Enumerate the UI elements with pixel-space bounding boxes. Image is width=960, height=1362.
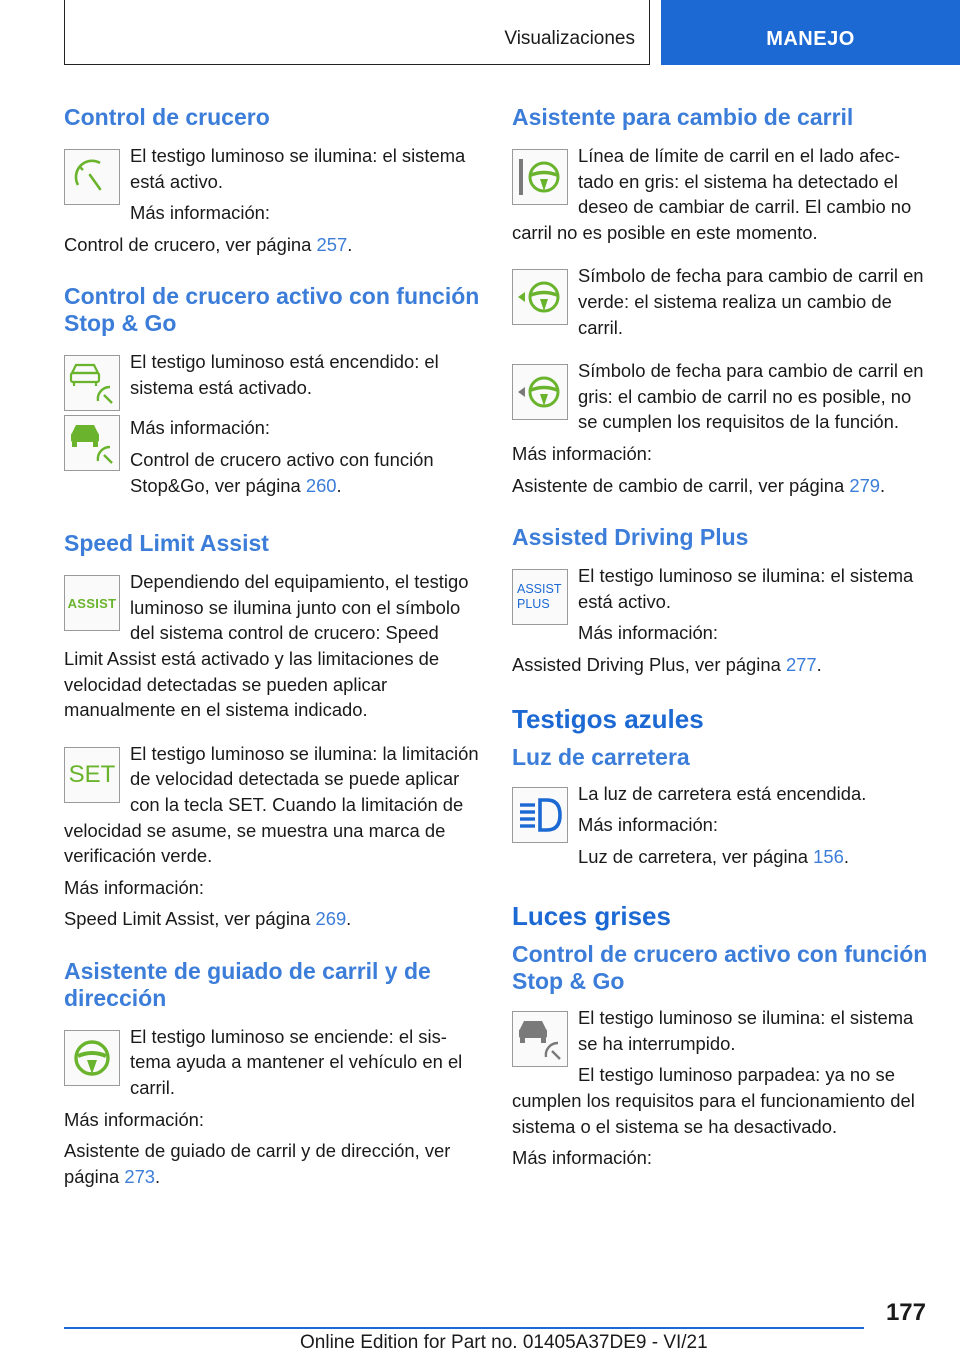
section-title-lane-change-assist: Asistente para cambio de carril	[512, 104, 854, 130]
reference-line: Control de crucero activo con función Stop&Go, ver página 260.	[130, 448, 434, 496]
lane-change-arrow-green-icon	[512, 269, 568, 325]
paragraph: Símbolo de fecha para cambio de carril en gris: el cambio de carril no es posible, no se cumplen los requisitos de la función.	[578, 360, 924, 433]
paragraph: El testigo luminoso se ilumina: el sistema se ha interrumpido.	[578, 1007, 914, 1054]
section-title-blue-indicators: Testigos azules	[512, 703, 704, 734]
paragraph: El testigo luminoso está encendido: el sistema está activado.	[130, 351, 439, 398]
section-title-lane-steering-assist: Asistente de guiado de carril y de dirección	[64, 957, 431, 1011]
page-link[interactable]: 269	[315, 908, 347, 930]
section-title-speed-limit-assist: Speed Limit Assist	[64, 530, 269, 557]
steering-wheel-green-icon	[64, 1030, 120, 1086]
assist-plus-icon	[512, 569, 568, 625]
header-section-title: Visualizaciones	[504, 28, 635, 49]
page-link[interactable]: 273	[124, 1165, 156, 1187]
reference-line: Control de crucero, ver página 257.	[64, 233, 353, 255]
paragraph: El testigo luminoso se enciende: el sistema ayuda a mantener el vehículo en el carril.	[130, 1025, 463, 1099]
cruise-control-gauge-icon	[64, 149, 120, 205]
section-title-gray-lights: Luces grises	[512, 901, 671, 932]
reference-line: Asistente de cambio de carril, ver página 279.	[512, 474, 886, 496]
right-column	[512, 96, 928, 1177]
paragraph: El testigo luminoso parpadea: ya no se cumplen los requisitos para el funcionamiento del sistema o el sistema se ha desactivado.	[512, 1064, 915, 1137]
page-header	[0, 0, 960, 66]
assist-plus-icon-line1: ASSIST	[517, 582, 562, 597]
paragraph: Más información:	[512, 442, 653, 464]
lane-boundary-gray-icon	[512, 149, 568, 205]
section-title-assisted-driving-plus: Assisted Driving Plus	[512, 524, 749, 551]
assist-text-icon	[64, 575, 120, 631]
paragraph: Más información:	[578, 814, 719, 836]
reference-line: Luz de carretera, ver página 156.	[578, 845, 849, 867]
paragraph: Símbolo de fecha para cambio de carril en verde: el sistema realiza un cambio de carril.	[578, 265, 924, 338]
header-chapter-tab: MANEJO	[661, 0, 960, 65]
section-title-acc-stop-go: Control de crucero activo con función Stop & Go	[64, 283, 480, 337]
paragraph: Más información:	[512, 1147, 653, 1169]
paragraph: Línea de límite de carril en el lado afectado en gris: el sistema ha detectado el deseo de cambiar de carril. El cambio no carril no es posible en este momento.	[512, 145, 912, 243]
set-text-icon	[64, 747, 120, 803]
paragraph: Más información:	[64, 876, 205, 898]
paragraph: El testigo luminoso se ilumina: el sistema está activo.	[130, 145, 466, 192]
paragraph: La luz de carretera está encendida.	[578, 782, 867, 804]
page-link[interactable]: 257	[316, 233, 348, 255]
page-number: 177	[885, 1299, 926, 1326]
paragraph: Más información:	[578, 622, 719, 644]
paragraph: El testigo luminoso se ilumina: la limitación de velocidad detectada se puede aplicar con la tecla SET. Cuando la limitación de velocidad se asume, se muestra una marca de verificación verde.	[64, 742, 479, 867]
acc-stop-go-icon-filled	[64, 415, 120, 471]
page-link[interactable]: 156	[813, 845, 844, 867]
reference-line: Assisted Driving Plus, ver página 277.	[512, 653, 822, 675]
lane-change-arrow-gray-icon	[512, 364, 568, 420]
page-link[interactable]: 260	[305, 474, 337, 496]
footer-divider	[64, 1327, 864, 1329]
paragraph: Dependiendo del equipamiento, el testigo luminoso se ilumina junto con el símbolo del sistema control de crucero: Speed Limit Assist está activado y las limitaciones de velocidad detectadas se pueden aplicar manualmente en el sistema indicado.	[64, 571, 469, 721]
acc-stop-go-gray-icon	[512, 1011, 568, 1067]
paragraph: Más información:	[130, 202, 271, 224]
subtitle-acc-stop-go-gray: Control de crucero activo con función Stop & Go	[512, 941, 928, 995]
footer-edition-text: Online Edition for Part no. 01405A37DE9 - VI/21	[300, 1332, 708, 1353]
page-link[interactable]: 279	[849, 474, 881, 496]
assist-plus-icon-line2: PLUS	[517, 597, 550, 612]
page-link[interactable]: 277	[785, 653, 817, 675]
assist-icon-label: ASSIST	[67, 595, 117, 611]
reference-line: Speed Limit Assist, ver página 269.	[64, 908, 352, 930]
reference-line: Asistente de guiado de carril y de dirección, ver página 273.	[64, 1140, 451, 1187]
subtitle-high-beam: Luz de carretera	[512, 743, 690, 770]
left-column	[64, 96, 480, 1195]
section-title-cruise-control: Control de crucero	[64, 104, 270, 130]
high-beam-icon	[512, 787, 568, 843]
paragraph: Más información:	[64, 1108, 205, 1130]
header-section-box	[64, 0, 650, 65]
acc-stop-go-icon-outline	[64, 355, 120, 411]
paragraph: Más información:	[130, 417, 271, 439]
paragraph: El testigo luminoso se ilumina: el sistema está activo.	[578, 565, 914, 612]
set-icon-label: SET	[68, 760, 116, 788]
